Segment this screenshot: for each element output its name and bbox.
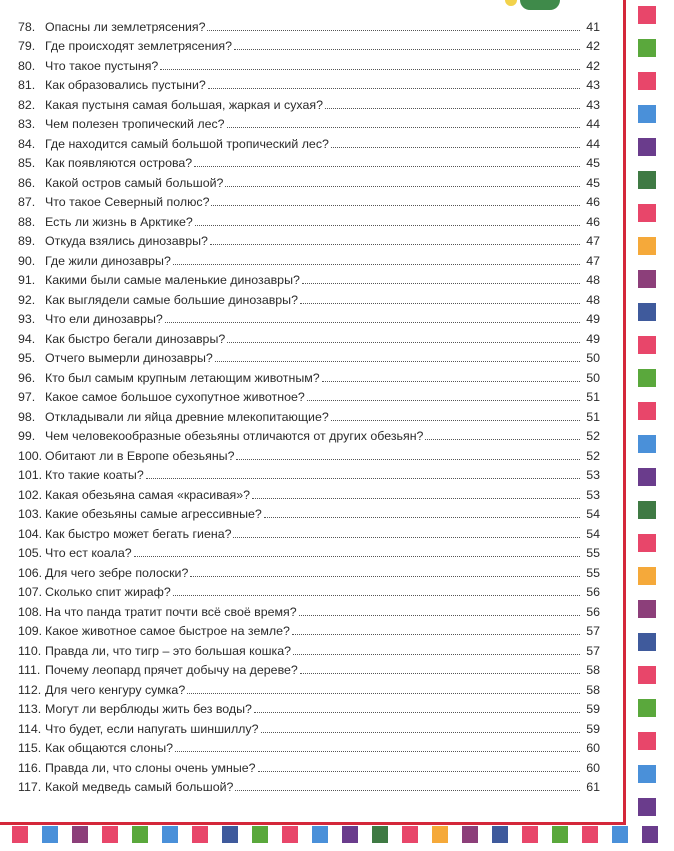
- toc-entry: [18, 483, 600, 503]
- toc-entry: [18, 620, 600, 640]
- decorative-square: [192, 826, 208, 843]
- toc-entry: [18, 678, 600, 698]
- toc-entry-title: Что такое Северный полюс?: [45, 195, 210, 209]
- toc-entry: [18, 444, 600, 464]
- toc-dot-leader: [292, 634, 580, 635]
- decorative-squares-row: [0, 826, 674, 846]
- toc-entry-page: 45: [586, 175, 600, 190]
- toc-entry-page: 47: [586, 253, 600, 268]
- toc-entry: [18, 503, 600, 523]
- page-border-bottom: [0, 822, 626, 825]
- toc-dot-leader: [227, 127, 580, 128]
- toc-entry: [18, 698, 600, 718]
- toc-entry-number: 102.: [18, 487, 43, 502]
- toc-entry: [18, 464, 600, 484]
- toc-dot-leader: [300, 303, 580, 304]
- toc-entry: [18, 639, 600, 659]
- toc-entry-number: 86.: [18, 175, 36, 190]
- toc-entry: [18, 405, 600, 425]
- toc-entry-title: Где происходят землетрясения?: [45, 39, 233, 53]
- toc-entry-title: Как выглядели самые большие динозавры?: [45, 292, 298, 307]
- toc-entry-number: 98.: [18, 409, 36, 424]
- toc-entry-page: 51: [586, 409, 600, 424]
- toc-entry-number: 92.: [18, 292, 36, 307]
- toc-dot-leader: [160, 69, 580, 70]
- toc-entry-number: 78.: [18, 19, 36, 34]
- toc-entry-number: 87.: [18, 195, 36, 209]
- toc-entry-title: Откладывали ли яйца древние млекопитающие?: [45, 409, 329, 424]
- toc-entry-page: 46: [586, 214, 600, 229]
- toc-entry-title: Какой медведь самый большой?: [45, 780, 234, 794]
- toc-dot-leader: [195, 225, 580, 226]
- toc-entry-title: Для чего зебре полоски?: [45, 565, 189, 580]
- toc-dot-leader: [215, 361, 580, 362]
- corner-decoration-dot: [505, 0, 517, 6]
- toc-dot-leader: [264, 517, 580, 518]
- toc-entry-number: 90.: [18, 253, 36, 268]
- decorative-square: [638, 138, 656, 156]
- toc-entry-page: 59: [586, 721, 600, 736]
- decorative-square: [342, 826, 358, 843]
- toc-entry-number: 100.: [18, 448, 43, 463]
- decorative-square: [638, 633, 656, 651]
- toc-entry-number: 115.: [18, 741, 42, 755]
- toc-dot-leader: [299, 615, 580, 616]
- decorative-square: [402, 826, 418, 843]
- decorative-square: [638, 732, 656, 750]
- toc-entry: [18, 269, 600, 289]
- toc-dot-leader: [175, 751, 580, 752]
- toc-entry-number: 83.: [18, 117, 36, 131]
- toc-entry-title: Как образовались пустыни?: [45, 78, 206, 92]
- toc-entry-title: Какое животное самое быстрое на земле?: [45, 624, 290, 638]
- toc-entry-number: 94.: [18, 331, 36, 346]
- toc-entry-title: Какое самое большое сухопутное животное?: [45, 390, 305, 404]
- toc-dot-leader: [325, 108, 580, 109]
- toc-entry-number: 91.: [18, 273, 36, 287]
- decorative-square: [638, 765, 656, 783]
- toc-entry: [18, 93, 600, 113]
- toc-entry-page: 49: [586, 312, 600, 326]
- toc-dot-leader: [254, 712, 580, 713]
- toc-entry-number: 117.: [18, 780, 42, 794]
- toc-entry-page: 53: [586, 468, 600, 482]
- toc-entry-title: Что такое пустыня?: [45, 58, 159, 73]
- decorative-square: [638, 6, 656, 24]
- toc-entry-page: 58: [586, 663, 600, 677]
- decorative-square: [372, 826, 388, 843]
- toc-entry-title: Кто такие коаты?: [45, 468, 144, 482]
- toc-dot-leader: [293, 654, 580, 655]
- toc-entry-number: 105.: [18, 546, 43, 560]
- decorative-square: [638, 171, 656, 189]
- toc-entry: [18, 249, 600, 269]
- toc-entry-page: 50: [586, 351, 600, 365]
- toc-dot-leader: [300, 673, 580, 674]
- toc-entry-page: 55: [586, 565, 600, 580]
- toc-entry-page: 61: [586, 780, 600, 794]
- toc-entry-title: Какие обезьяны самые агрессивные?: [45, 507, 262, 521]
- decorative-square: [582, 826, 598, 843]
- toc-dot-leader: [322, 381, 580, 382]
- toc-entry: [18, 171, 600, 191]
- toc-entry-page: 57: [586, 624, 600, 638]
- toc-entry: [18, 561, 600, 581]
- toc-entry-title: Чем полезен тропический лес?: [45, 117, 225, 131]
- toc-entry: [18, 132, 600, 152]
- toc-dot-leader: [165, 322, 580, 323]
- toc-entry-title: Где жили динозавры?: [45, 253, 171, 268]
- toc-dot-leader: [187, 693, 580, 694]
- toc-entry-page: 43: [586, 97, 600, 112]
- toc-entry-title: Какая пустыня самая большая, жаркая и сухая?: [45, 97, 323, 112]
- toc-entry: [18, 288, 600, 308]
- toc-entry-title: Где находится самый большой тропический лес?: [45, 136, 329, 151]
- toc-entry: [18, 15, 600, 35]
- decorative-square: [638, 72, 656, 90]
- toc-dot-leader: [261, 732, 580, 733]
- decorative-square: [12, 826, 28, 843]
- toc-dot-leader: [234, 49, 580, 50]
- decorative-squares-column: [638, 6, 658, 831]
- toc-dot-leader: [190, 576, 580, 577]
- decorative-square: [282, 826, 298, 843]
- toc-entry-number: 97.: [18, 390, 36, 404]
- toc-entry-number: 103.: [18, 507, 43, 521]
- toc-entry-title: Чем человекообразные обезьяны отличаются от других обезьян?: [45, 429, 424, 443]
- decorative-square: [612, 826, 628, 843]
- decorative-square: [638, 798, 656, 816]
- decorative-square: [462, 826, 478, 843]
- toc-entry-page: 55: [586, 546, 600, 560]
- toc-entry-title: Почему леопард прячет добычу на дереве?: [45, 663, 298, 677]
- toc-entry-title: Правда ли, что слоны очень умные?: [45, 760, 256, 775]
- toc-dot-leader: [227, 342, 580, 343]
- toc-entry-page: 56: [586, 585, 600, 599]
- decorative-square: [638, 39, 656, 57]
- toc-entry-number: 112.: [18, 682, 42, 697]
- toc-entry: [18, 522, 600, 542]
- toc-entry-number: 99.: [18, 429, 36, 443]
- decorative-square: [132, 826, 148, 843]
- decorative-square: [72, 826, 88, 843]
- toc-entry-title: На что панда тратит почти всё своё время?: [45, 604, 297, 619]
- decorative-square: [638, 270, 656, 288]
- toc-entry-page: 45: [586, 156, 600, 170]
- toc-entry-page: 59: [586, 702, 600, 716]
- decorative-square: [638, 369, 656, 387]
- toc-entry: [18, 230, 600, 250]
- toc-entry-number: 110.: [18, 643, 42, 658]
- toc-entry-page: 49: [586, 331, 600, 346]
- toc-dot-leader: [425, 439, 580, 440]
- toc-entry-title: Как появляются острова?: [45, 156, 193, 170]
- toc-entry: [18, 210, 600, 230]
- decorative-square: [638, 468, 656, 486]
- toc-entry-title: Какой остров самый большой?: [45, 175, 224, 190]
- toc-entry-title: Для чего кенгуру сумка?: [45, 682, 186, 697]
- toc-entry: [18, 756, 600, 776]
- toc-entry-page: 44: [586, 136, 600, 151]
- toc-entry-page: 57: [586, 643, 600, 658]
- toc-entry-number: 88.: [18, 214, 36, 229]
- decorative-square: [638, 204, 656, 222]
- toc-entry-title: Отчего вымерли динозавры?: [45, 351, 213, 365]
- decorative-square: [638, 336, 656, 354]
- toc-dot-leader: [235, 790, 580, 791]
- toc-entry-page: 48: [586, 273, 600, 287]
- toc-entry: [18, 152, 600, 172]
- toc-dot-leader: [331, 147, 580, 148]
- toc-entry: [18, 581, 600, 601]
- toc-entry-page: 58: [586, 682, 600, 697]
- toc-entry-title: Сколько спит жираф?: [45, 585, 171, 599]
- toc-entry-page: 44: [586, 117, 600, 131]
- decorative-square: [162, 826, 178, 843]
- table-of-contents: [18, 15, 600, 795]
- toc-dot-leader: [207, 30, 580, 31]
- toc-entry: [18, 542, 600, 562]
- toc-dot-leader: [173, 595, 580, 596]
- toc-entry-number: 93.: [18, 312, 36, 326]
- corner-decoration-leaf: [520, 0, 560, 10]
- toc-entry: [18, 366, 600, 386]
- toc-entry: [18, 659, 600, 679]
- toc-entry-title: Как быстро бегали динозавры?: [45, 331, 226, 346]
- toc-dot-leader: [331, 420, 580, 421]
- toc-entry-page: 50: [586, 370, 600, 385]
- decorative-square: [638, 567, 656, 585]
- toc-entry: [18, 327, 600, 347]
- toc-entry-number: 80.: [18, 58, 36, 73]
- toc-entry-title: Есть ли жизнь в Арктике?: [45, 214, 193, 229]
- toc-entry-title: Могут ли верблюды жить без воды?: [45, 702, 252, 716]
- toc-entry-number: 81.: [18, 78, 36, 92]
- toc-entry-title: Правда ли, что тигр – это большая кошка?: [45, 643, 292, 658]
- toc-entry: [18, 386, 600, 406]
- toc-entry: [18, 717, 600, 737]
- toc-entry-title: Откуда взялись динозавры?: [45, 234, 208, 248]
- toc-entry-number: 95.: [18, 351, 36, 365]
- decorative-square: [42, 826, 58, 843]
- toc-entry: [18, 737, 600, 757]
- decorative-square: [522, 826, 538, 843]
- toc-entry: [18, 347, 600, 367]
- decorative-square: [432, 826, 448, 843]
- toc-dot-leader: [194, 166, 580, 167]
- toc-entry-page: 53: [586, 487, 600, 502]
- toc-entry-title: Как общаются слоны?: [45, 741, 174, 755]
- toc-entry-number: 113.: [18, 702, 42, 716]
- decorative-square: [312, 826, 328, 843]
- toc-entry-page: 60: [586, 760, 600, 775]
- decorative-square: [222, 826, 238, 843]
- toc-entry: [18, 308, 600, 328]
- toc-entry-number: 89.: [18, 234, 36, 248]
- toc-entry: [18, 600, 600, 620]
- toc-dot-leader: [146, 478, 580, 479]
- toc-entry-page: 54: [586, 507, 600, 521]
- toc-dot-leader: [252, 498, 580, 499]
- toc-dot-leader: [211, 205, 580, 206]
- page-border-right: [623, 0, 626, 822]
- toc-dot-leader: [134, 556, 580, 557]
- toc-entry: [18, 113, 600, 133]
- toc-entry-title: Какая обезьяна самая «красивая»?: [45, 487, 251, 502]
- toc-dot-leader: [307, 400, 580, 401]
- decorative-square: [638, 600, 656, 618]
- toc-entry: [18, 191, 600, 211]
- toc-entry-page: 47: [586, 234, 600, 248]
- toc-dot-leader: [236, 459, 580, 460]
- toc-entry-page: 60: [586, 741, 600, 755]
- toc-entry-number: 104.: [18, 526, 43, 541]
- toc-entry-number: 114.: [18, 721, 42, 736]
- decorative-square: [638, 666, 656, 684]
- toc-entry-title: Кто был самым крупным летающим животным?: [45, 370, 320, 385]
- decorative-square: [638, 435, 656, 453]
- toc-entry-title: Как быстро может бегать гиена?: [45, 526, 232, 541]
- toc-entry: [18, 425, 600, 445]
- toc-entry-page: 48: [586, 292, 600, 307]
- decorative-square: [638, 402, 656, 420]
- toc-entry-page: 43: [586, 78, 600, 92]
- toc-entry-number: 116.: [18, 760, 42, 775]
- toc-entry-page: 42: [586, 39, 600, 53]
- decorative-square: [638, 303, 656, 321]
- toc-dot-leader: [258, 771, 580, 772]
- toc-entry-title: Что ест коала?: [45, 546, 132, 560]
- toc-entry-number: 106.: [18, 565, 43, 580]
- decorative-square: [638, 699, 656, 717]
- decorative-square: [492, 826, 508, 843]
- toc-entry-number: 111.: [18, 663, 41, 677]
- decorative-square: [642, 826, 658, 843]
- toc-entry-page: 46: [586, 195, 600, 209]
- toc-dot-leader: [225, 186, 580, 187]
- toc-dot-leader: [208, 88, 580, 89]
- decorative-square: [552, 826, 568, 843]
- toc-entry-number: 109.: [18, 624, 43, 638]
- toc-dot-leader: [233, 537, 580, 538]
- decorative-square: [102, 826, 118, 843]
- decorative-square: [638, 501, 656, 519]
- toc-entry-title: Что будет, если напугать шиншиллу?: [45, 721, 259, 736]
- toc-entry-page: 54: [586, 526, 600, 541]
- toc-entry-number: 96.: [18, 370, 36, 385]
- decorative-square: [252, 826, 268, 843]
- toc-entry: [18, 74, 600, 94]
- toc-entry-title: Какими были самые маленькие динозавры?: [45, 273, 300, 287]
- toc-entry-number: 84.: [18, 136, 36, 151]
- toc-entry-page: 42: [586, 58, 600, 73]
- toc-entry-page: 52: [586, 429, 600, 443]
- toc-dot-leader: [173, 264, 580, 265]
- toc-entry: [18, 54, 600, 74]
- toc-entry-number: 101.: [18, 468, 43, 482]
- decorative-square: [638, 237, 656, 255]
- toc-entry-number: 108.: [18, 604, 43, 619]
- toc-entry-title: Обитают ли в Европе обезьяны?: [45, 448, 235, 463]
- toc-dot-leader: [302, 283, 580, 284]
- toc-entry-title: Опасны ли землетрясения?: [45, 19, 206, 34]
- toc-entry-number: 107.: [18, 585, 43, 599]
- toc-entry-number: 79.: [18, 39, 36, 53]
- toc-entry-page: 56: [586, 604, 600, 619]
- toc-entry: [18, 776, 600, 796]
- toc-entry-page: 52: [586, 448, 600, 463]
- toc-entry-page: 41: [586, 19, 600, 34]
- toc-entry-page: 51: [586, 390, 600, 404]
- toc-entry-number: 82.: [18, 97, 36, 112]
- decorative-square: [638, 534, 656, 552]
- decorative-square: [638, 105, 656, 123]
- toc-entry-title: Что ели динозавры?: [45, 312, 163, 326]
- toc-entry-number: 85.: [18, 156, 36, 170]
- toc-entry: [18, 35, 600, 55]
- toc-dot-leader: [210, 244, 580, 245]
